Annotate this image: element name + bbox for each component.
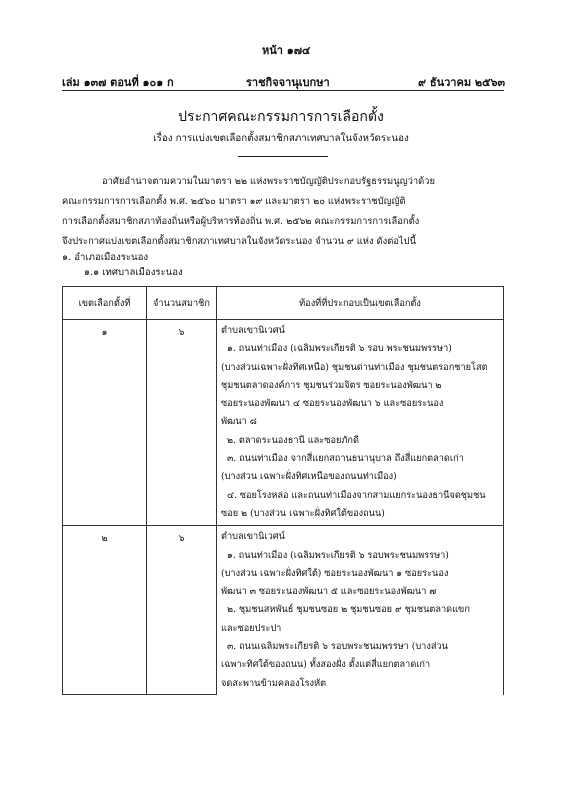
area-line: ตำบลเขานิเวศน์	[221, 325, 285, 336]
area-line: ๑. ถนนท่าเมือง (เฉลิมพระเกียรติ ๖ รอบ พระชนมพรรษา)	[227, 343, 452, 355]
body-line: การเลือกตั้งสมาชิกสภาท้องถิ่นหรือผู้บริหารท้องถิ่น พ.ศ. ๒๕๖๒ คณะกรรมการการเลือกตั้ง	[62, 216, 420, 227]
header-rule	[62, 90, 504, 91]
area-line: ๔. ซอยโรงหล่อ และถนนท่าเมืองจากสามแยกระนองธานีจดชุมชน	[227, 489, 486, 501]
zone-number: ๑	[63, 320, 147, 526]
member-count: ๖	[147, 526, 217, 695]
announcement-body	[62, 172, 504, 252]
area-line: ซอย ๒ (บางส่วน เฉพาะฝั่งทิศใต้ของถนน)	[221, 507, 385, 519]
area-line: ๓. ถนนเฉลิมพระเกียรติ ๖ รอบพระชนมพรรษา (บางส่วน	[227, 641, 448, 653]
subsection-heading: ๑.๑ เทศบาลเมืองระนอง	[84, 267, 183, 278]
area-line: พัฒนา ๘	[221, 416, 257, 428]
election-zone-table	[62, 286, 504, 695]
area-line: ๒. ตลาดระนองธานี และซอยภักดี	[227, 434, 359, 446]
gazette-volume: เล่ม ๑๓๗ ตอนที่ ๑๐๑ ก	[62, 76, 174, 89]
announcement-title: ประกาศคณะกรรมการการเลือกตั้ง	[178, 109, 384, 125]
area-line: (บางส่วน เฉพาะฝั่งทิศใต้) ซอยระนองพัฒนา ๑ ซอยระนอง	[221, 567, 449, 579]
area-line: เฉพาะทิศใต้ของถนน) ทั้งสองฝั่ง ตั้งแต่สี่แยกตลาดเก่า	[221, 659, 431, 671]
area-line: พัฒนา ๓ ซอยระนองพัฒนา ๕ และซอยระนองพัฒนา ๗	[221, 586, 437, 598]
body-line: อาศัยอำนาจตามความในมาตรา ๒๒ แห่งพระราชบัญญัติประกอบรัฐธรรมนูญว่าด้วย	[102, 176, 436, 187]
area-line: ๓. ถนนท่าเมือง จากสี่แยกสถานธนานุบาล ถึงสี่แยกตลาดเก่า	[227, 453, 464, 465]
title-underline	[238, 156, 328, 157]
member-count: ๖	[147, 320, 217, 526]
area-line: ๒. ชุมชนสหพันธ์ ชุมชนซอย ๒ ชุมชนซอย ๙ ชุมชนตลาดแขก	[227, 604, 470, 616]
area-line: (บางส่วน เฉพาะฝั่งทิศเหนือของถนนท่าเมือง)	[221, 471, 397, 483]
gazette-name: ราชกิจจานุเบกษา	[246, 76, 330, 89]
column-header: ท้องที่ที่ประกอบเป็นเขตเลือกตั้ง	[217, 287, 504, 320]
zone-area	[217, 320, 504, 526]
section-heading: ๑. อำเภอเมืองระนอง	[62, 252, 149, 263]
announcement-subject: เรื่อง การแบ่งเขตเลือกตั้งสมาชิกสภาเทศบาลในจังหวัดระนอง	[153, 133, 409, 144]
area-line: และซอยประปา	[221, 622, 282, 634]
zone-number: ๒	[63, 526, 147, 695]
body-line: จึงประกาศแบ่งเขตเลือกตั้งสมาชิกสภาเทศบาลในจังหวัดระนอง จำนวน ๙ แห่ง ดังต่อไปนี้	[62, 236, 417, 247]
area-line: ๑. ถนนท่าเมือง (เฉลิมพระเกียรติ ๖ รอบพระชนมพรรษา)	[227, 549, 449, 561]
table-row	[63, 320, 504, 526]
column-header: เขตเลือกตั้งที่	[63, 287, 147, 320]
page-number: หน้า ๑๗๔	[262, 44, 311, 57]
area-line: (บางส่วนเฉพาะฝั่งทิศเหนือ) ชุมชนด่านท่าเมือง ชุมชนตรอกชายโสต	[221, 361, 488, 373]
body-line: คณะกรรมการการเลือกตั้ง พ.ศ. ๒๕๖๐ มาตรา ๑๙ และมาตรา ๒๐ แห่งพระราชบัญญัติ	[62, 196, 406, 207]
column-header: จำนวนสมาชิก	[147, 287, 217, 320]
area-line: ตำบลเขานิเวศน์	[221, 531, 285, 543]
table-row	[63, 526, 504, 695]
area-line: ซอยระนองพัฒนา ๔ ซอยระนองพัฒนา ๖ และซอยระนอง	[221, 398, 444, 410]
gazette-date: ๙ ธันวาคม ๒๕๖๓	[418, 76, 505, 89]
zone-area	[217, 526, 504, 695]
area-line: จดสะพานข้ามคลองโรงหัต	[221, 677, 327, 689]
area-line: ชุมชนตลาดองค์การ ชุมชนร่วมจิตร ซอยระนองพัฒนา ๒	[221, 379, 442, 391]
table-header-row	[63, 287, 504, 320]
